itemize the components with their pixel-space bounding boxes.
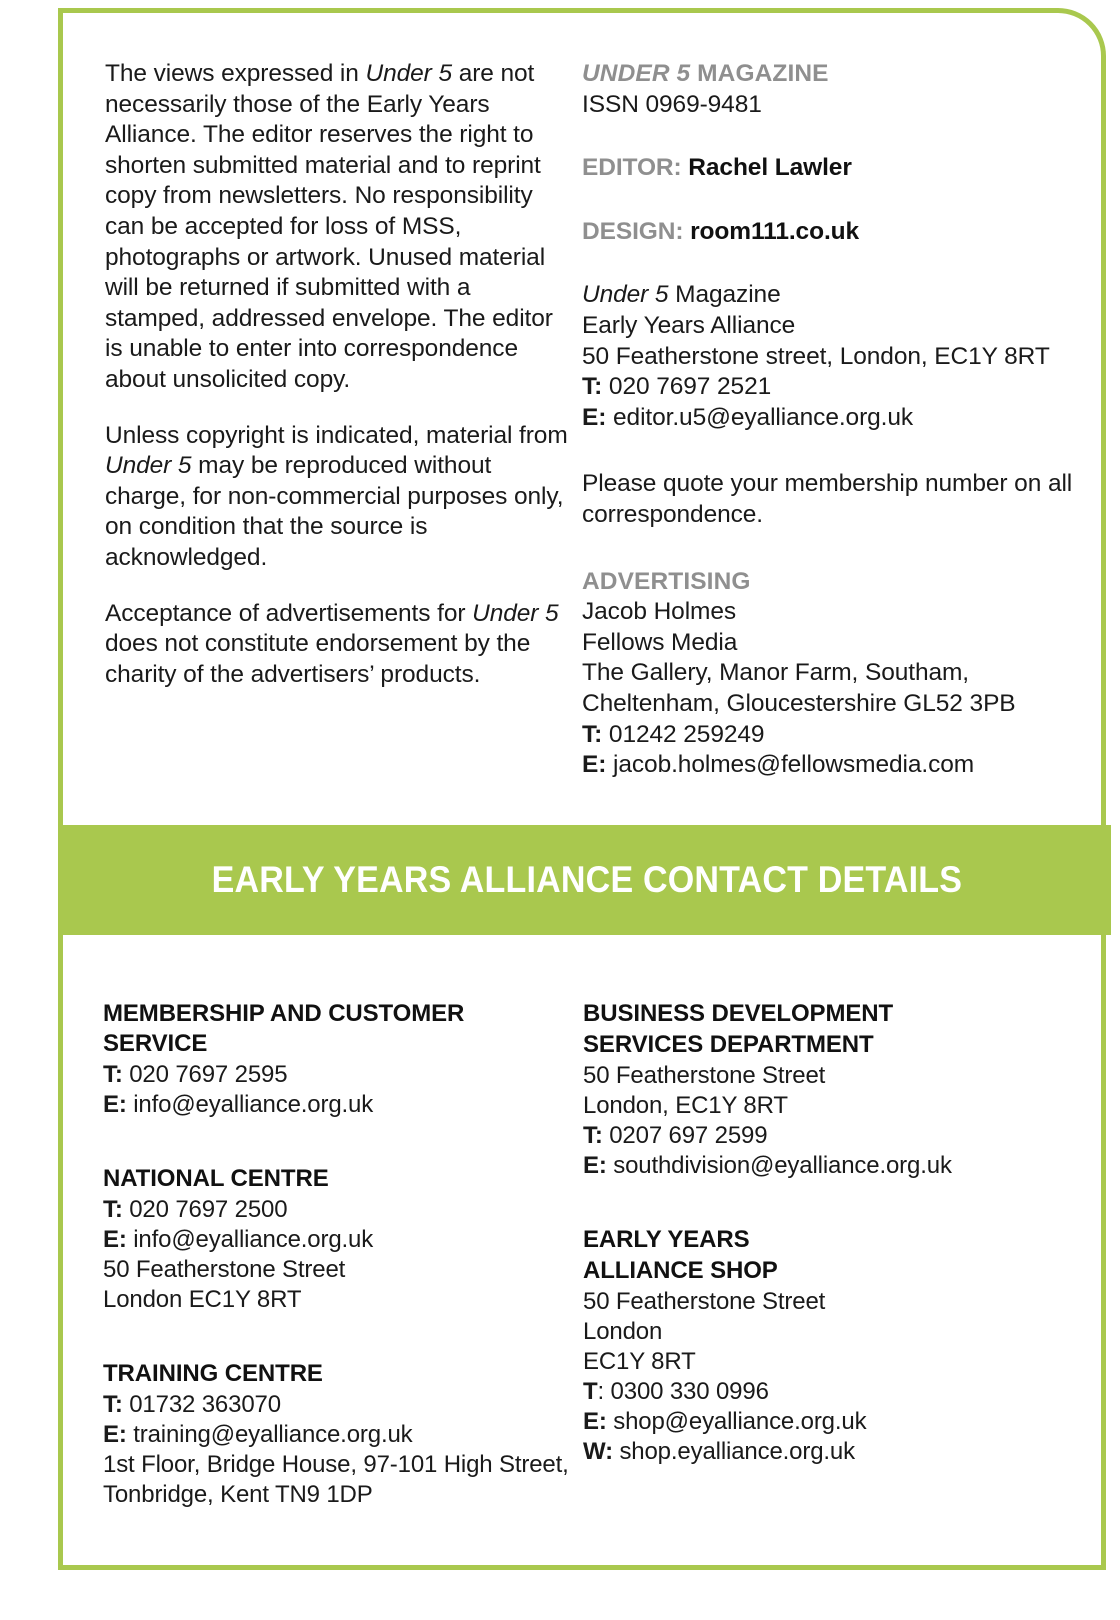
disclaimer-p2-text-a: Unless copyright is indicated, material from [105, 421, 568, 449]
contact-block-alliance-shop [583, 1225, 1075, 1467]
contact-line: London EC1Y 8RT [103, 1286, 302, 1313]
disclaimer-p2-italic: Under 5 [105, 452, 192, 480]
contact-line: 1st Floor, Bridge House, 97-101 High Street, [103, 1451, 569, 1478]
phone-label: T: [103, 1061, 123, 1088]
disclaimer-column [63, 59, 573, 781]
disclaimer-p1-text-b: are not necessarily those of the Early Years Alliance. The editor reserves the right to shorten submitted material and to reprint copy from newsletters. No responsibility can be accepted for loss of MSS, photographs or artwork. Unused material will be returned if submitted with a stamped, addressed envelope. The editor is unable to enter into correspondence about unsolicited copy. [105, 60, 553, 393]
contact-block-membership [103, 999, 575, 1120]
contact-line [583, 1407, 1075, 1437]
contact-line [583, 1121, 1075, 1151]
disclaimer-p1-text-a: The views expressed in [105, 60, 366, 87]
disclaimer-p3-text-a: Acceptance of advertisements for [105, 599, 473, 627]
email-value: info@eyalliance.org.uk [126, 1091, 374, 1118]
contact-block-national-centre [103, 1164, 575, 1315]
magazine-address-line-2: Early Years Alliance [582, 311, 796, 339]
phone-label: T: [103, 1196, 123, 1223]
contact-line: 50 Featherstone Street [103, 1256, 346, 1283]
magazine-phone-label: T: [582, 373, 603, 401]
email-value: training@eyalliance.org.uk [126, 1421, 413, 1448]
magazine-title-rest: MAGAZINE [690, 60, 829, 87]
spacer-after-design [582, 247, 1073, 280]
disclaimer-p1-italic: Under 5 [365, 60, 452, 87]
email-label: E: [103, 1091, 127, 1118]
editor-label: EDITOR: [582, 154, 682, 182]
credits-section [63, 13, 1101, 781]
email-label: E: [583, 1152, 607, 1179]
contact-block-training-centre [103, 1359, 575, 1510]
phone-value: 020 7697 2595 [122, 1061, 288, 1088]
phone-label: T: [103, 1391, 123, 1418]
contact-heading-national-centre: NATIONAL CENTRE [103, 1165, 329, 1192]
contact-line [103, 1195, 575, 1225]
contact-line: London [583, 1318, 663, 1345]
email-label: E: [583, 1408, 607, 1435]
design-name: room111.co.uk [690, 217, 860, 245]
disclaimer-paragraph-2 [105, 421, 573, 574]
phone-value: 020 7697 2500 [122, 1196, 288, 1223]
disclaimer-paragraph-1 [105, 59, 573, 396]
magazine-email-line [582, 403, 1073, 434]
magazine-email-value: editor.u5@eyalliance.org.uk [606, 403, 914, 431]
advertising-phone-value: 01242 259249 [602, 720, 765, 748]
contact-line: 50 Featherstone Street [583, 1062, 826, 1089]
email-label: E: [103, 1226, 127, 1253]
spacer-after-editor [582, 184, 1073, 217]
advertising-address-line-1: The Gallery, Manor Farm, Southam, [582, 659, 970, 687]
contact-line: 50 Featherstone Street [583, 1288, 826, 1315]
contact-line [103, 1225, 575, 1255]
contacts-left-column [63, 999, 575, 1510]
contact-line [583, 1437, 1075, 1467]
disclaimer-paragraph-3 [105, 599, 573, 691]
disclaimer-p3-italic: Under 5 [472, 599, 559, 627]
phone-value: : 0300 330 0996 [597, 1378, 769, 1405]
magazine-address-line-3: 50 Featherstone street, London, EC1Y 8RT [582, 342, 1050, 370]
masthead-column [573, 59, 1073, 781]
contact-line [103, 1420, 575, 1450]
design-line [582, 217, 1073, 248]
contact-line [103, 1090, 575, 1120]
membership-note: Please quote your membership number on all correspondence. [582, 470, 1073, 528]
website-value: shop.eyalliance.org.uk [612, 1438, 855, 1465]
email-label: E: [103, 1421, 127, 1448]
disclaimer-p2-text-b: may be reproduced without charge, for non-commercial purposes only, on condition that the source is acknowledged. [105, 452, 564, 571]
magazine-address-rest: Magazine [668, 281, 781, 309]
contact-heading-alliance-shop-2: ALLIANCE SHOP [583, 1257, 778, 1284]
phone-value: 01732 363070 [122, 1391, 281, 1418]
contact-heading-business-development-1: BUSINESS DEVELOPMENT [583, 1000, 894, 1027]
contact-details-banner [63, 825, 1111, 935]
disclaimer-p3-text-b: does not constitute endorsement by the charity of the advertisers’ products. [105, 630, 531, 688]
issn-line: ISSN 0969-9481 [582, 90, 762, 118]
spacer-after-issn [582, 120, 1073, 153]
spacer-before-membership-note [582, 433, 1073, 469]
page-frame [58, 8, 1106, 1570]
contact-line: EC1Y 8RT [583, 1348, 696, 1375]
advertising-phone-line [582, 720, 1073, 751]
contact-line [103, 1060, 575, 1090]
email-value: southdivision@eyalliance.org.uk [606, 1152, 952, 1179]
magazine-title [582, 59, 1073, 90]
contact-line [103, 1390, 575, 1420]
contact-line [583, 1377, 1075, 1407]
contact-heading-alliance-shop-1: EARLY YEARS [583, 1226, 750, 1253]
editor-line [582, 153, 1073, 184]
contact-block-business-development [583, 999, 1075, 1181]
magazine-email-label: E: [582, 403, 607, 431]
contacts-right-column [575, 999, 1075, 1510]
advertising-email-line [582, 750, 1073, 781]
contact-heading-membership: MEMBERSHIP AND CUSTOMER SERVICE [103, 1000, 465, 1057]
contact-line: London, EC1Y 8RT [583, 1092, 788, 1119]
magazine-phone-line [582, 372, 1073, 403]
advertising-address-line-2: Cheltenham, Gloucestershire GL52 3PB [582, 689, 1016, 717]
contact-details-section [63, 999, 1101, 1510]
spacer-before-advertising [582, 531, 1073, 567]
magazine-address-line-1 [582, 280, 1073, 311]
phone-label: T: [583, 1122, 603, 1149]
email-value: info@eyalliance.org.uk [126, 1226, 374, 1253]
email-value: shop@eyalliance.org.uk [606, 1408, 867, 1435]
magazine-title-italic: UNDER 5 [582, 60, 691, 87]
contact-details-banner-title: EARLY YEARS ALLIANCE CONTACT DETAILS [211, 859, 963, 900]
advertising-email-value: jacob.holmes@fellowsmedia.com [606, 751, 975, 779]
editor-name: Rachel Lawler [688, 154, 852, 182]
advertising-contact-name: Jacob Holmes [582, 598, 737, 626]
magazine-phone-value: 020 7697 2521 [602, 373, 772, 401]
contact-line [583, 1151, 1075, 1181]
advertising-company: Fellows Media [582, 628, 738, 656]
advertising-email-label: E: [582, 751, 607, 779]
contact-line: Tonbridge, Kent TN9 1DP [103, 1481, 373, 1508]
contact-heading-training-centre: TRAINING CENTRE [103, 1360, 323, 1387]
website-label: W: [583, 1438, 613, 1465]
contact-heading-business-development-2: SERVICES DEPARTMENT [583, 1031, 874, 1058]
phone-value: 0207 697 2599 [602, 1122, 768, 1149]
phone-label: T [583, 1378, 598, 1405]
magazine-address-italic: Under 5 [582, 281, 669, 309]
design-label: DESIGN: [582, 217, 684, 245]
advertising-heading: ADVERTISING [582, 567, 751, 595]
advertising-phone-label: T: [582, 720, 603, 748]
